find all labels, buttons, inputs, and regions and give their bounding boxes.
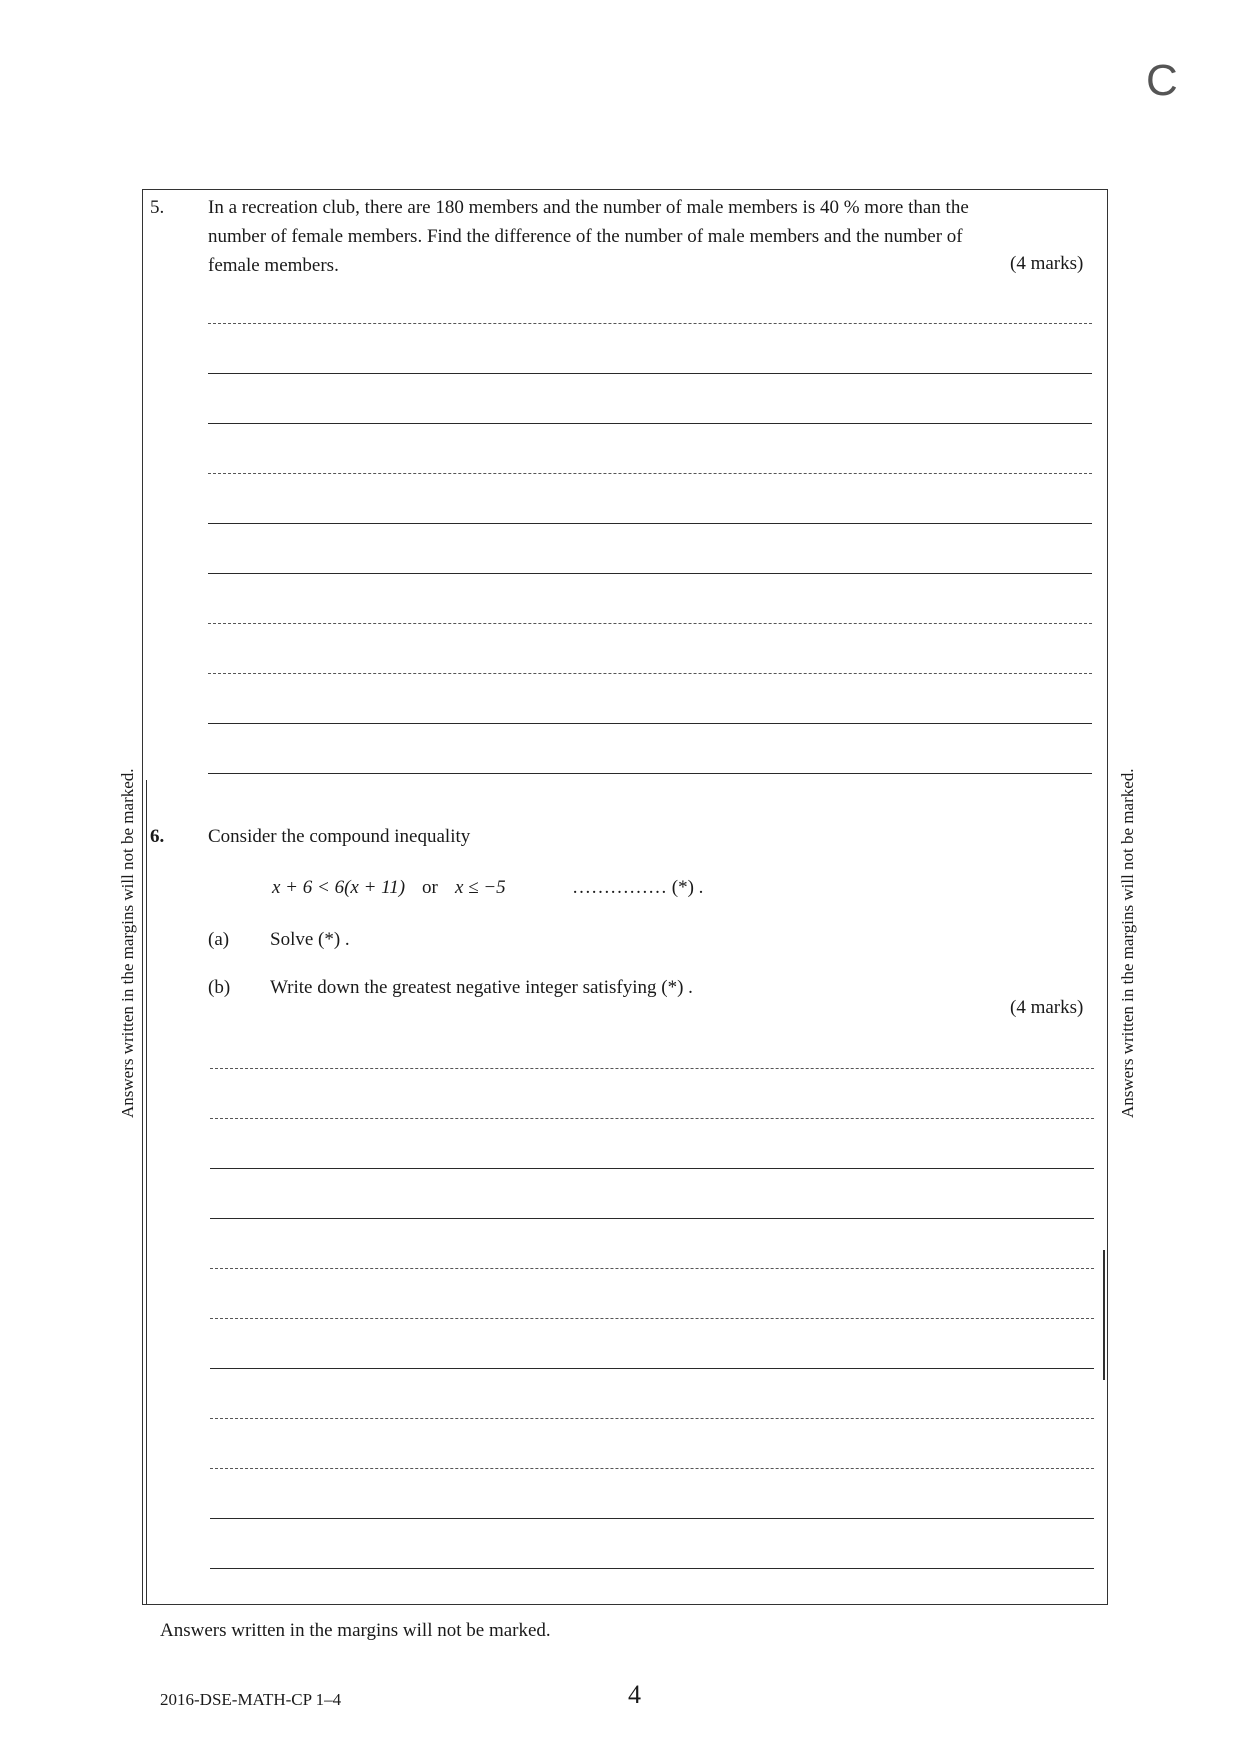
inequality-or: or <box>422 877 438 898</box>
answer-line[interactable] <box>210 1168 1094 1169</box>
part-a-label: (a) <box>208 929 230 950</box>
inequality-left: x + 6 < 6(x + 11) <box>272 877 406 898</box>
margin-note-right: Answers written in the margins will not be marked. <box>1118 768 1137 1118</box>
question-5-line-2: number of female members. Find the difference of the number of male members and the number of <box>208 226 963 247</box>
frame-inner-line <box>146 780 147 1605</box>
answer-line[interactable] <box>208 373 1092 374</box>
answer-line[interactable] <box>208 673 1092 674</box>
part-b-label: (b) <box>208 977 231 998</box>
answer-line[interactable] <box>210 1568 1094 1569</box>
answer-line[interactable] <box>208 723 1092 724</box>
answer-line[interactable] <box>210 1268 1094 1269</box>
answer-line[interactable] <box>210 1468 1094 1469</box>
question-6-marks: (4 marks) <box>1010 997 1084 1018</box>
question-5-marks: (4 marks) <box>1010 253 1084 274</box>
corner-mark: C <box>1146 56 1178 105</box>
answer-line[interactable] <box>208 423 1092 424</box>
answer-line[interactable] <box>210 1118 1094 1119</box>
inequality-right: x ≤ −5 <box>455 877 506 898</box>
answer-line[interactable] <box>210 1218 1094 1219</box>
inequality-tag: …………… (*) . <box>572 877 704 898</box>
answer-line[interactable] <box>208 773 1092 774</box>
paper-code: 2016-DSE-MATH-CP 1–4 <box>160 1690 342 1709</box>
answer-line[interactable] <box>208 573 1092 574</box>
question-5-number: 5. <box>150 197 165 218</box>
answer-line[interactable] <box>210 1068 1094 1069</box>
answer-line[interactable] <box>210 1318 1094 1319</box>
frame-inner-line <box>1103 1250 1105 1380</box>
footer-margin-note: Answers written in the margins will not be marked. <box>160 1620 551 1641</box>
answer-line[interactable] <box>208 523 1092 524</box>
answer-line[interactable] <box>210 1368 1094 1369</box>
question-6-number: 6. <box>150 826 165 847</box>
question-5-line-3: female members. <box>208 255 339 276</box>
question-5-line-1: In a recreation club, there are 180 members and the number of male members is 40 % more than the <box>208 197 969 218</box>
answer-line[interactable] <box>208 323 1092 324</box>
margin-note-left: Answers written in the margins will not be marked. <box>118 768 137 1118</box>
answer-line[interactable] <box>208 623 1092 624</box>
question-6-intro: Consider the compound inequality <box>208 826 471 847</box>
answer-line[interactable] <box>210 1418 1094 1419</box>
part-a-text: Solve (*) . <box>270 929 350 950</box>
answer-line[interactable] <box>208 473 1092 474</box>
answer-line[interactable] <box>210 1518 1094 1519</box>
page-number: 4 <box>628 1680 641 1709</box>
part-b-text: Write down the greatest negative integer satisfying (*) . <box>270 977 693 998</box>
